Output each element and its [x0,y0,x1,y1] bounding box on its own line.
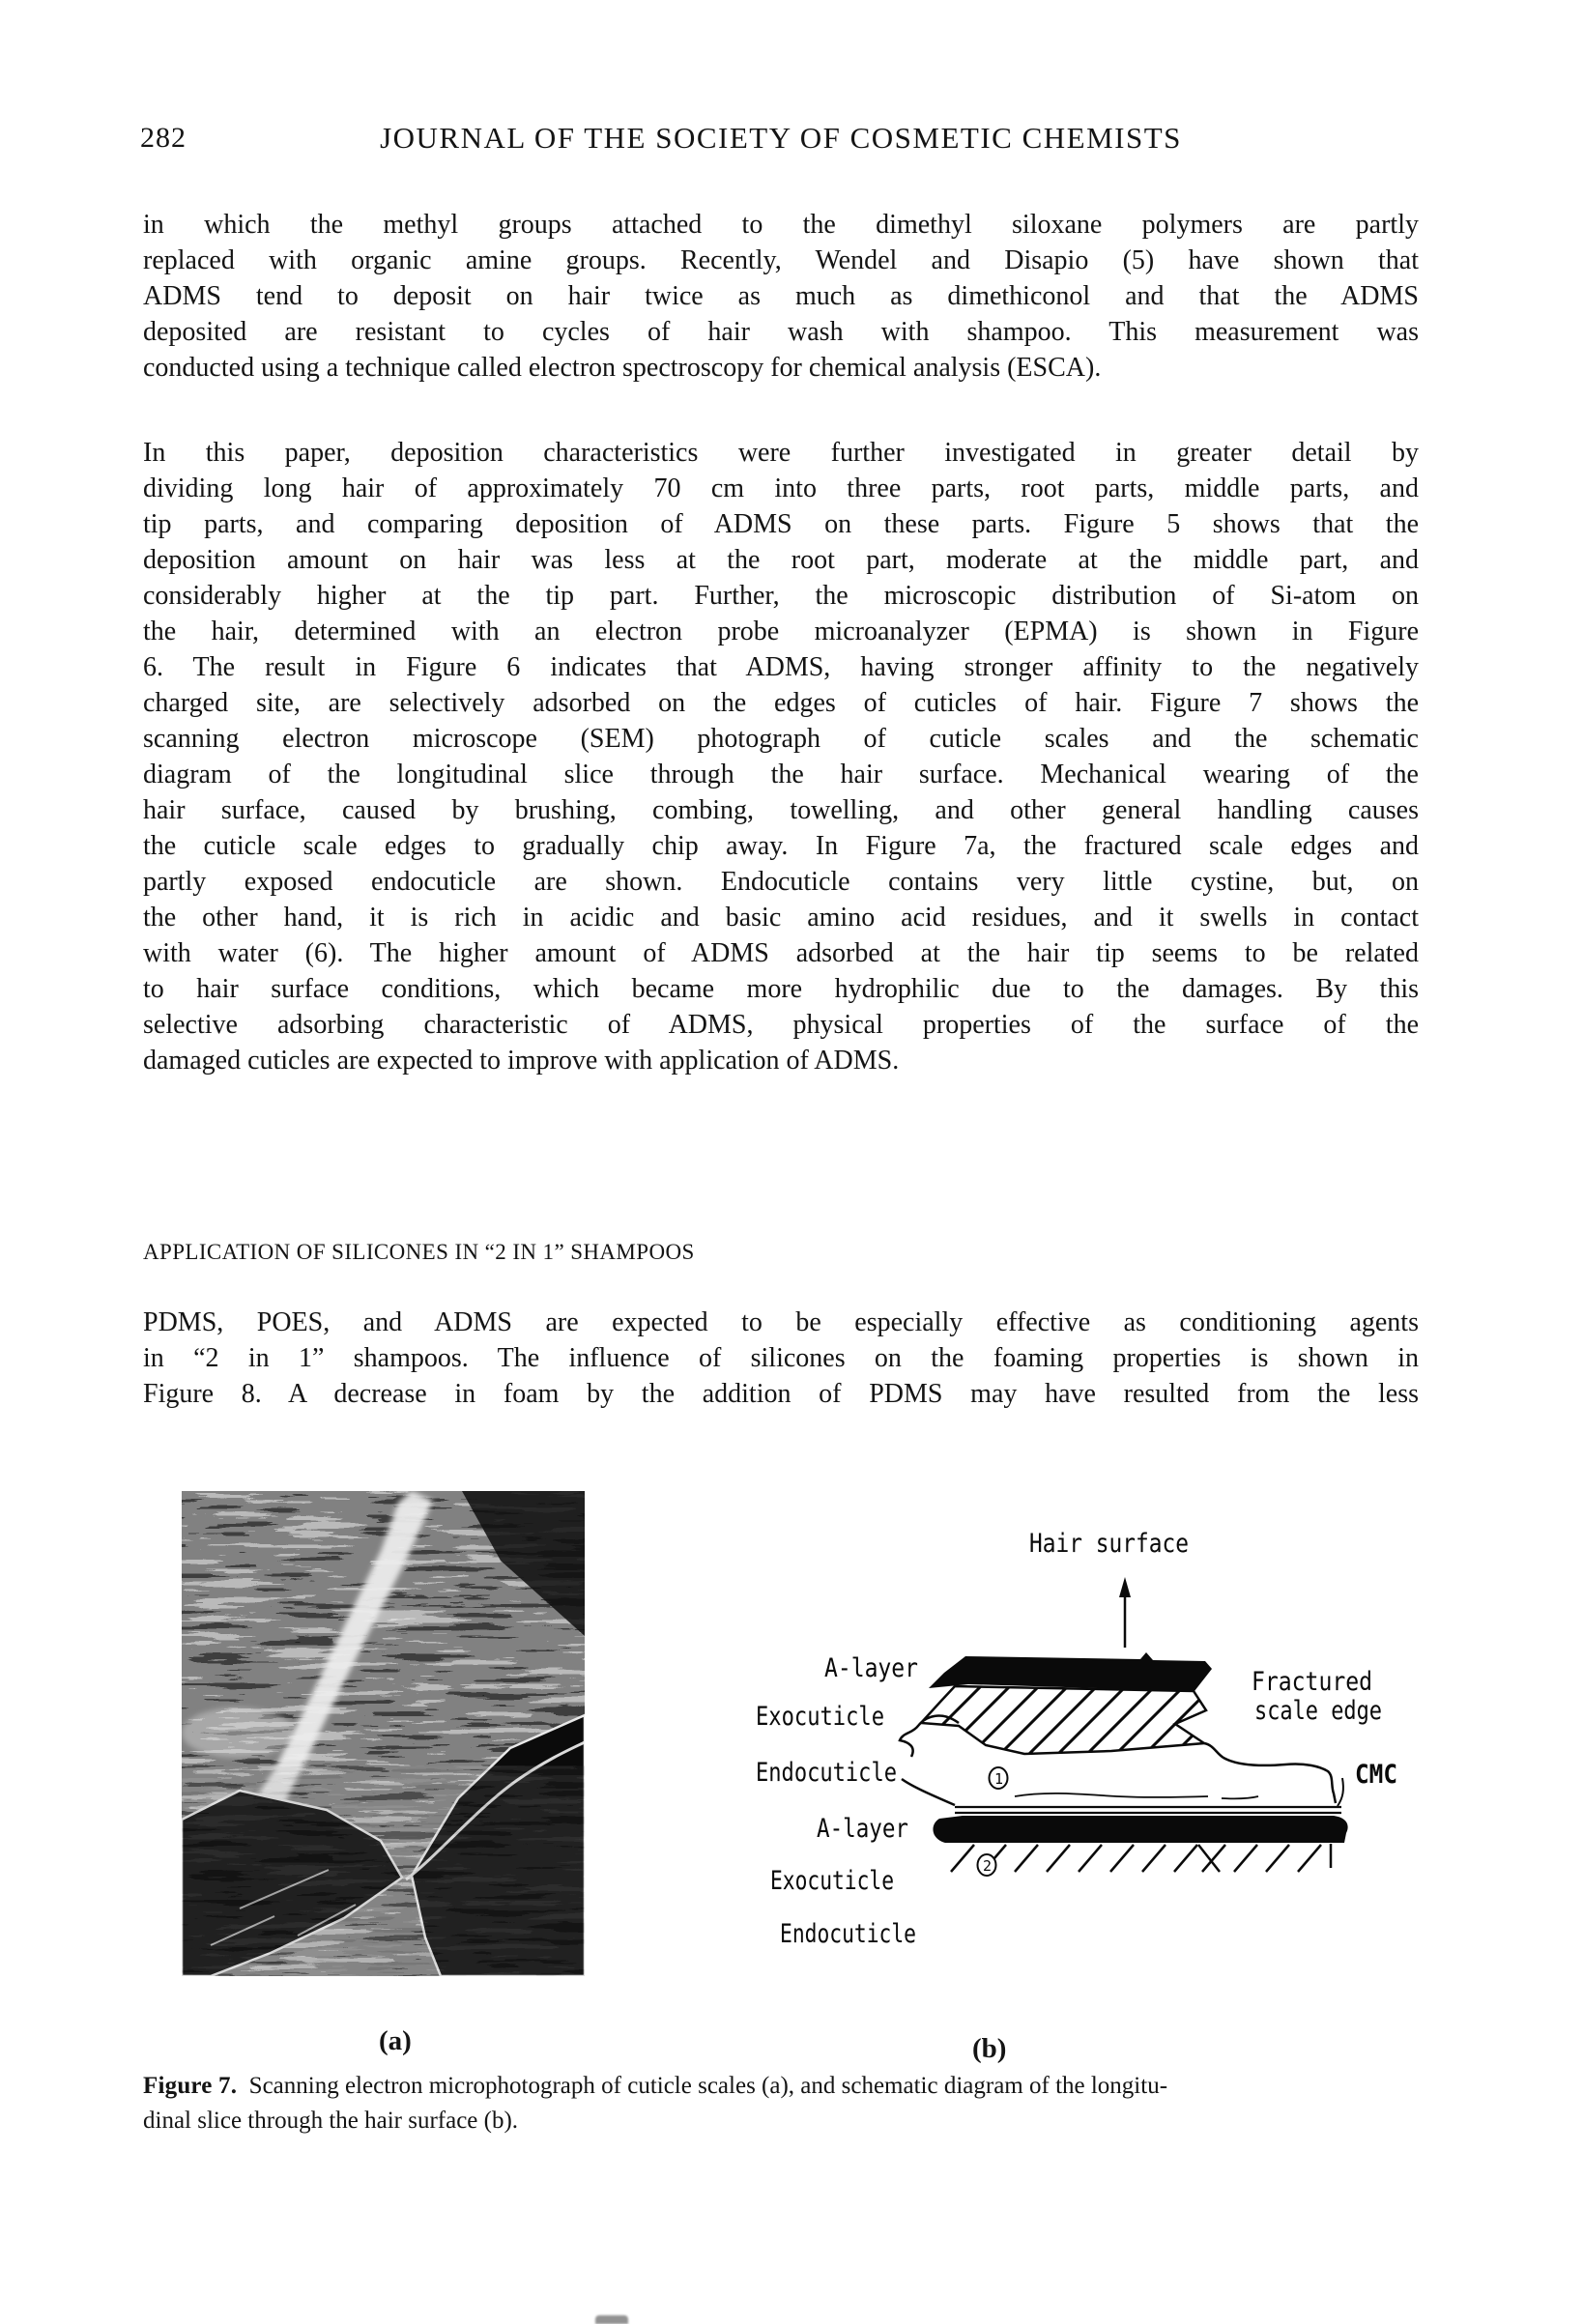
text-line: conducted using a technique called electron spectroscopy for chemical analysis (ESCA). [143,353,1102,383]
text-line: in “2 in 1” shampoos. The influence of silicones on the foaming properties is shown in [143,1343,1419,1373]
text-line: 6. The result in Figure 6 indicates that ADMS, having stronger affinity to the negatively [143,652,1419,682]
text-line: hair surface, caused by brushing, combing, towelling, and other general handling causes [143,795,1419,825]
exocuticle-hatch-bottom [951,1844,1331,1872]
a-layer-bar-bottom [933,1816,1347,1843]
figure-caption [143,2069,1419,2138]
scan-smudge [595,2315,628,2324]
label-scale-edge: scale edge [1254,1696,1382,1726]
text-line: with water (6). The higher amount of ADMS adsorbed at the hair tip seems to be related [143,938,1419,968]
label-a-layer-bottom: A-layer [817,1814,908,1844]
sem-photo [182,1491,585,1976]
label-fractured: Fractured [1252,1667,1372,1697]
label-hair-surface: Hair surface [1029,1529,1189,1559]
journal-title: JOURNAL OF THE SOCIETY OF COSMETIC CHEMISTS [380,121,1182,155]
marker-1-icon [990,1767,1008,1789]
paragraph-3 [143,1305,1419,1412]
text-line: deposition amount on hair was less at the root part, moderate at the middle part, and [143,545,1419,575]
hair-surface-arrow [1119,1577,1131,1648]
text-line: considerably higher at the tip part. Further, the microscopic distribution of Si-atom on [143,581,1419,611]
text-line: damaged cuticles are expected to improve with application of ADMS. [143,1046,900,1076]
text-line: PDMS, POES, and ADMS are expected to be especially effective as conditioning agents [143,1307,1419,1337]
text-line: scanning electron microscope (SEM) photograph of cuticle scales and the schematic [143,724,1419,754]
text-line: the hair, determined with an electron probe microanalyzer (EPMA) is shown in Figure [143,617,1419,646]
label-exocuticle-top: Exocuticle [756,1702,884,1732]
text-line: to hair surface conditions, which became more hydrophilic due to the damages. By this [143,974,1419,1004]
figure-caption-line2: dinal slice through the hair surface (b). [143,2108,519,2134]
schematic-diagram [734,1503,1421,1957]
label-cmc: CMC [1355,1760,1397,1790]
cmc-lines [955,1807,1341,1813]
svg-text:1: 1 [994,1770,1004,1788]
figure-sublabel-b: (b) [972,2033,1007,2064]
text-line: Figure 8. A decrease in foam by the addition of PDMS may have resulted from the less [143,1379,1419,1409]
label-endocuticle-bottom: Endocuticle [780,1919,916,1949]
text-line: dividing long hair of approximately 70 cm into three parts, root parts, middle parts, and [143,473,1419,503]
text-line: selective adsorbing characteristic of ADMS, physical properties of the surface of the [143,1010,1419,1040]
label-endocuticle-top: Endocuticle [756,1758,897,1788]
text-line: diagram of the longitudinal slice through the hair surface. Mechanical wearing of the [143,760,1419,789]
label-exocuticle-bottom: Exocuticle [770,1866,894,1896]
text-line: partly exposed endocuticle are shown. Endocuticle contains very little cystine, but, on [143,867,1419,897]
figure-caption-line1: Scanning electron microphotograph of cuticle scales (a), and schematic diagram of the longitu- [248,2073,1168,2099]
text-line: in which the methyl groups attached to the dimethyl siloxane polymers are partly [143,210,1419,240]
paragraph-2 [143,435,1419,1078]
marker-2-icon [978,1854,996,1876]
svg-text:2: 2 [983,1857,993,1875]
figure-caption-number: Figure 7. [143,2073,238,2099]
text-line: deposited are resistant to cycles of hair wash with shampoo. This measurement was [143,317,1419,347]
label-a-layer-top: A-layer [824,1653,918,1683]
a-layer-bar-top [929,1652,1212,1691]
figure-sublabel-a: (a) [379,2025,412,2056]
section-heading: APPLICATION OF SILICONES IN “2 IN 1” SHAMPOOS [143,1240,695,1264]
text-line: the cuticle scale edges to gradually chip away. In Figure 7a, the fractured scale edges and [143,831,1419,861]
page-number: 282 [140,122,187,154]
exocuticle-hatched-top [921,1686,1206,1754]
text-line: ADMS tend to deposit on hair twice as much as dimethiconol and that the ADMS [143,281,1419,311]
text-line: the other hand, it is rich in acidic and basic amino acid residues, and it swells in contact [143,903,1419,932]
text-line: tip parts, and comparing deposition of ADMS on these parts. Figure 5 shows that the [143,509,1419,539]
text-line: In this paper, deposition characteristics were further investigated in greater detail by [143,438,1419,468]
paragraph-1 [143,207,1419,386]
text-line: replaced with organic amine groups. Recently, Wendel and Disapio (5) have shown that [143,245,1419,275]
text-line: charged site, are selectively adsorbed on the edges of cuticles of hair. Figure 7 shows the [143,688,1419,718]
